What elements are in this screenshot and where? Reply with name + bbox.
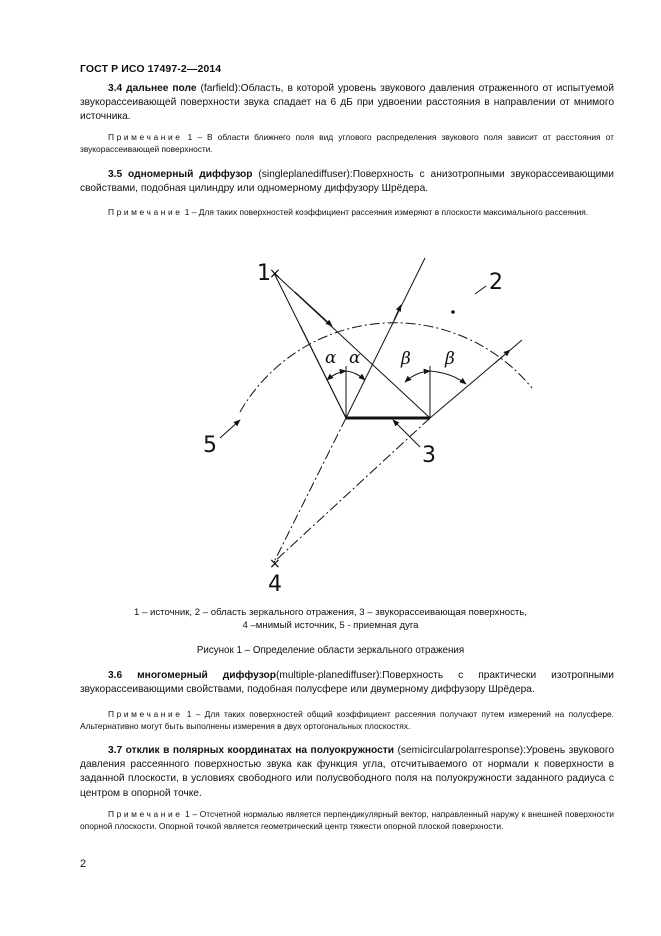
- image-source-mark: ×: [269, 556, 281, 572]
- term-3-6: 3.6 многомерный диффузор: [108, 670, 276, 681]
- note-label: Примечание: [108, 809, 183, 819]
- note-text: 1 – Отсчетной нормалью является перпендикулярный вектор, направленный наружу к внешней поверхности опорной плоскости. Опорной точкой является геометрический центр тяжести опорной плоской поверхности.: [80, 809, 614, 831]
- alpha-left-label: α: [325, 348, 337, 368]
- label-surface: 3: [422, 443, 436, 468]
- definition-3-7: (semicircularpolarresponse):Уровень звукового давления рассеянного поверхностью звука как функция угла, отсчитываемого от нормали к поверхности в заданной плоскости, в условиях свободного или полусвободного поля на полуокружности заданного радиуса с центром в опорной точке.: [80, 745, 614, 799]
- image-ray-right: [274, 418, 430, 562]
- caption-line-1: 1 – источник, 2 – область зеркального отражения, 3 – звукорассеивающая поверхность,: [134, 607, 527, 618]
- note-text: 1 – В области ближнего поля вид углового распределения звукового поля зависит от расстояния от звукорассеивающей поверхности.: [80, 132, 614, 154]
- leader-3: [393, 420, 420, 447]
- note-label: Примечание: [108, 709, 183, 719]
- beta-arc-right: [430, 371, 466, 384]
- definition-3-5: (singleplanediffuser):Поверхность с анизотропными звукорассеивающими свойствами, подобная цилиндру или одномерному диффузору Шрёдера.: [80, 169, 614, 195]
- figure-title: Рисунок 1 – Определение области зеркального отражения: [196, 645, 465, 656]
- term-3-7: 3.7 отклик в полярных координатах на полуокружности: [108, 745, 394, 756]
- note-label: Примечание: [108, 207, 183, 217]
- reflected-ray-left: [346, 258, 425, 418]
- label-image-source: 4: [268, 572, 282, 597]
- alpha-arc-right: [346, 371, 365, 380]
- short-ray: [300, 325, 346, 418]
- region-dot: [451, 310, 455, 314]
- beta-arc-left: [405, 371, 430, 382]
- note-3-6: [80, 708, 614, 732]
- note-label: Примечание: [108, 132, 183, 142]
- image-ray-left: [274, 418, 346, 562]
- label-receiving-arc: 5: [203, 433, 217, 458]
- section-3-7: [80, 744, 614, 801]
- reflected-arrow-right: [495, 350, 510, 363]
- label-source: 1: [257, 261, 271, 286]
- definition-3-4: (farfield):Область, в которой уровень звукового давления отраженного от испытуемой звукорассеивающей поверхности звука спадает на 6 дБ при удвоении расстояния в направлении от мнимого источника.: [80, 83, 614, 123]
- incident-arrow: [295, 292, 332, 326]
- beta-right-label: β: [445, 349, 455, 369]
- note-text: 1 – Для таких поверхностей общий коэффициент рассеяния получают путем измерений на полусфере. Альтернативно могут быть выполнены измерения в двух ортогональных плоскостях.: [80, 709, 614, 731]
- term-3-4: 3.4 дальнее поле: [108, 83, 197, 94]
- figure-caption: [80, 606, 581, 632]
- page-number: 2: [80, 858, 87, 870]
- leader-2: [475, 286, 486, 294]
- source-mark: ×: [269, 266, 281, 282]
- document-header: ГОСТ Р ИСО 17497-2—2014: [80, 63, 222, 75]
- alpha-arc-left: [327, 371, 346, 380]
- caption-line-2: 4 –мнимый источник, 5 - приемная дуга: [242, 620, 419, 631]
- definition-3-6: (multiple-planediffuser):Поверхность с практически изотропными звукорассеивающими свойствами, подобная полусфере или двумерному диффузору Шрёдера.: [80, 670, 614, 696]
- note-text: 1 – Для таких поверхностей коэффициент рассеяния измеряют в плоскости максимального рассеяния.: [182, 207, 589, 217]
- beta-left-label: β: [401, 349, 411, 369]
- term-3-5: 3.5 одномерный диффузор: [108, 169, 253, 180]
- section-3-6: [80, 669, 614, 697]
- reflected-arrow-left: [394, 305, 401, 320]
- leader-5: [220, 420, 240, 438]
- note-3-7: [80, 808, 614, 832]
- alpha-right-label: α: [349, 348, 361, 368]
- label-specular-region: 2: [489, 270, 503, 295]
